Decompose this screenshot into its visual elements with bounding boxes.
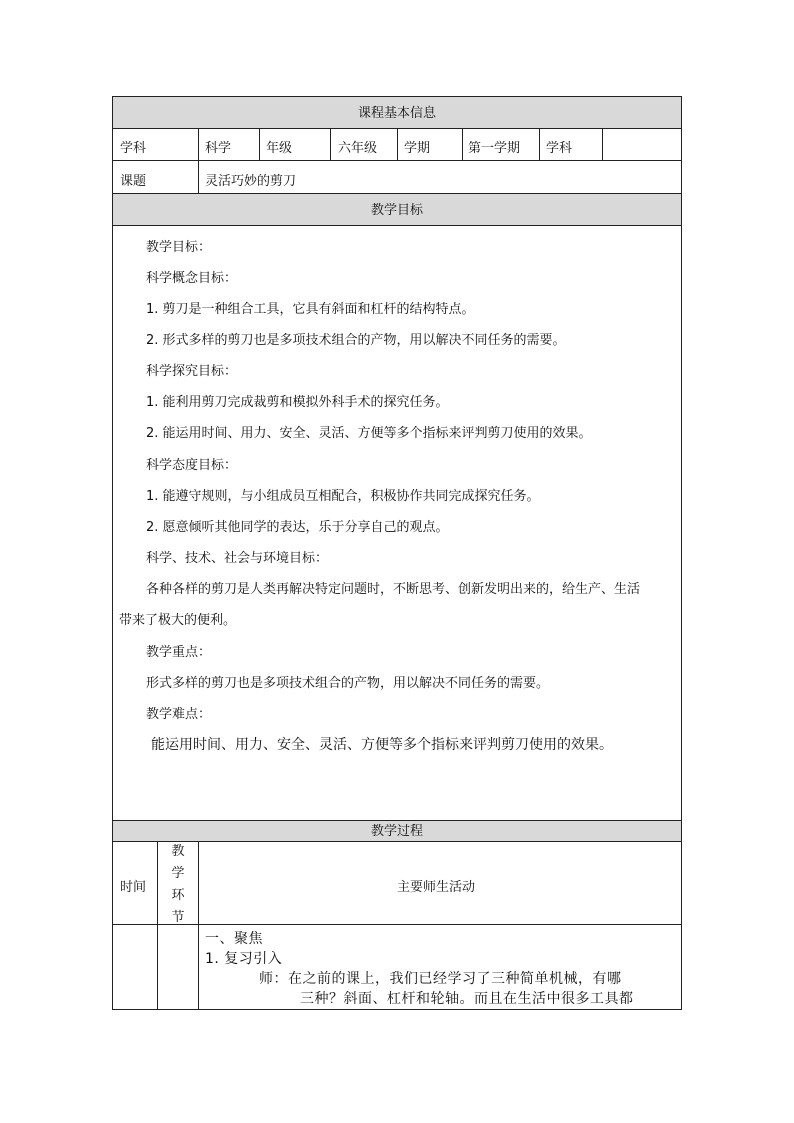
col-activity: 主要师生活动 bbox=[397, 880, 476, 895]
topic-label: 课题 bbox=[120, 174, 147, 189]
lesson-line-2: 师：在之前的课上，我们已经学习了三种简单机械，有哪 bbox=[259, 971, 622, 987]
lesson-line-1: 1. 复习引入 bbox=[205, 951, 283, 967]
objectives-line-7: 科学态度目标： bbox=[146, 458, 238, 473]
objectives-line-14: 形式多样的剪刀也是多项技术组合的产物，用以解决不同任务的需要。 bbox=[146, 676, 550, 691]
objectives-line-9: 2. 愿意倾听其他同学的表达，乐于分享自己的观点。 bbox=[146, 520, 449, 535]
process-title: 教学过程 bbox=[370, 824, 423, 839]
process-time-body bbox=[112, 924, 158, 1010]
grade-label: 年级 bbox=[266, 141, 293, 156]
objectives-line-8: 1. 能遵守规则，与小组成员互相配合，积极协作共同完成探究任务。 bbox=[146, 489, 540, 504]
course-info-header bbox=[112, 96, 682, 129]
subject2-label: 学科 bbox=[546, 141, 573, 156]
topic-value: 灵活巧妙的剪刀 bbox=[205, 174, 297, 189]
objectives-line-2: 1. 剪刀是一种组合工具，它具有斜面和杠杆的结构特点。 bbox=[146, 302, 475, 317]
objectives-title: 教学目标 bbox=[370, 203, 423, 218]
cell-subject2-value bbox=[602, 128, 682, 161]
objectives-line-1: 科学概念目标： bbox=[146, 271, 238, 286]
semester-label: 学期 bbox=[404, 141, 431, 156]
subject-value: 科学 bbox=[205, 141, 232, 156]
objectives-line-4: 科学探究目标： bbox=[146, 364, 238, 379]
objectives-line-13: 教学重点： bbox=[146, 645, 212, 660]
objectives-line-11: 各种各样的剪刀是人类再解决特定问题时，不断思考、创新发明出来的，给生产、生活 bbox=[146, 582, 641, 597]
semester-value: 第一学期 bbox=[468, 141, 521, 156]
objectives-line-6: 2. 能运用时间、用力、安全、灵活、方便等多个指标来评判剪刀使用的效果。 bbox=[146, 426, 592, 441]
lesson-line-3: 三种？斜面、杠杆和轮轴。而且在生活中很多工具都 bbox=[300, 991, 634, 1007]
process-header bbox=[112, 820, 682, 842]
objectives-header bbox=[112, 193, 682, 226]
col-time: 时间 bbox=[120, 880, 147, 895]
subject-label: 学科 bbox=[120, 141, 147, 156]
objectives-line-10: 科学、技术、社会与环境目标： bbox=[146, 551, 329, 566]
objectives-line-12: 带来了极大的便利。 bbox=[119, 613, 237, 628]
objectives-line-15: 教学难点： bbox=[146, 707, 212, 722]
col-stage: 教 学 环 节 bbox=[171, 844, 185, 925]
grade-value: 六年级 bbox=[338, 141, 378, 156]
objectives-line-16: 能运用时间、用力、安全、灵活、方便等多个指标来评判剪刀使用的效果。 bbox=[151, 737, 613, 753]
objectives-line-0: 教学目标： bbox=[146, 240, 212, 255]
process-stage-body bbox=[157, 924, 199, 1010]
lesson-line-0: 一、聚焦 bbox=[205, 931, 263, 947]
objectives-line-3: 2. 形式多样的剪刀也是多项技术组合的产物，用以解决不同任务的需要。 bbox=[146, 333, 566, 348]
course-info-title: 课程基本信息 bbox=[357, 106, 436, 121]
objectives-line-5: 1. 能利用剪刀完成裁剪和模拟外科手术的探究任务。 bbox=[146, 395, 449, 410]
